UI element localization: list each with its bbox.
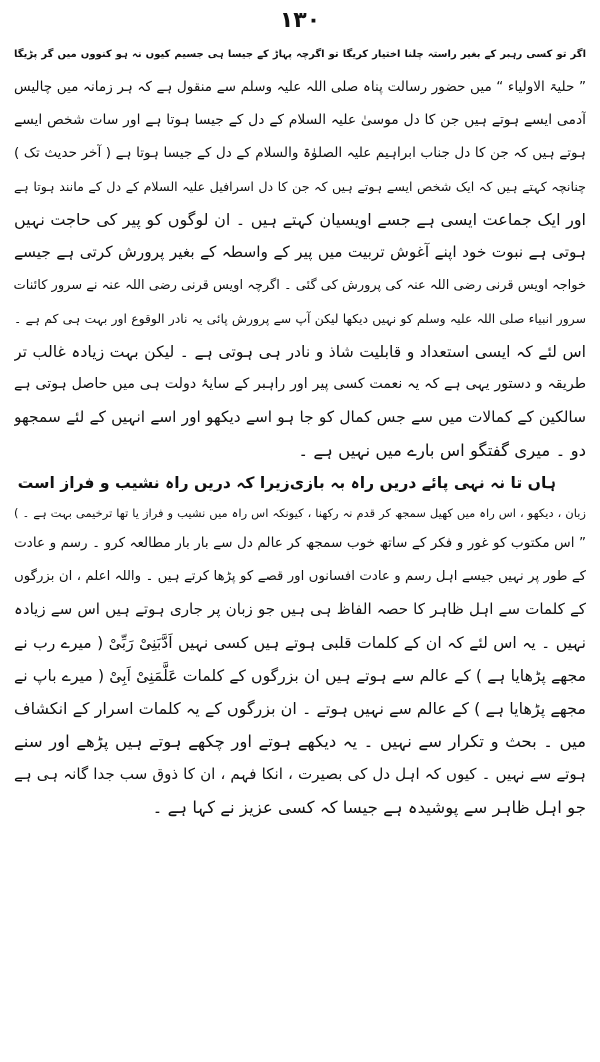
text-line: کے کلمات سے اہل ظاہر کا حصہ الفاظ ہی ہیں جو زبان پر جاری ہوتے ہیں اس سے زیادہ	[14, 600, 586, 618]
text-line: جو اہل ظاہر سے پوشیدہ ہے جیسا کہ کسی عزیز نے کہا ہے ۔	[152, 798, 586, 817]
verse-left-hemistich: زیرا کہ دریں راہ نشیب و فراز است	[17, 474, 290, 492]
text-line: میں ۔ بحث و تکرار سے نہیں ۔ یہ دیکھے ہوتے اور چکھے ہوتے ہیں پڑھے اور سنے	[14, 732, 586, 751]
text-line: اگر تو کسی رہبر کے بغیر راستہ چلنا اختیار کریگا تو اگرچہ پہاڑ کے جیسا ہی جسیم کیوں نہ ہو کنووں میں گر پڑیگا	[14, 49, 586, 60]
text-line: ” اس مکتوب کو غور و فکر کے ساتھ خوب سمجھ کر عالم دل سے بار بار مطالعہ کرو ۔ رسم و عادت	[14, 535, 586, 551]
persian-verse	[14, 467, 586, 500]
text-line: خواجہ اویس قرنی رضی اللہ عنہ کی پرورش کی گئی ۔ اگرچہ اویس قرنی رضی اللہ عنہ نے سرور کائنات	[14, 278, 586, 293]
text-line: کے طور پر نہیں جیسے اہل رسم و عادت افسانوں اور قصے کو پڑھا کرتے ہیں ۔ واللہ اعلم ، ان بزرگوں	[14, 569, 586, 584]
page-number: ۱۳۰	[279, 8, 321, 33]
text-line: مجھے پڑھایا ہے ) کے عالم سے نہیں ہوتے ۔ ان بزرگوں کے یہ کلمات اسرار کے انکشاف	[14, 699, 586, 718]
text-line: ہوتے ہیں کہ جن کا دل جناب ابراہیم علیہ الصلوٰۃ والسلام کے دل کے جیسا ہوتا ہے ( آخر حدیث تک )	[14, 145, 586, 161]
paragraph-2	[14, 527, 586, 824]
text-line: چنانچہ کہتے ہیں کہ ایک شخص ایسے ہوتے ہیں کہ جن کا دل اسرافیل علیہ السلام کے دل کے مانند ہوتا ہے	[14, 179, 586, 194]
text-line: طریقہ و دستور یہی ہے کہ یہ نعمت کسی پیر اور راہبر کے سایۂ دولت ہی میں حاصل ہوتی ہے	[14, 376, 586, 392]
text-line: ” حلیۃ الاولیاء “ میں حضور رسالت پناہ صلی اللہ علیہ وسلم سے منقول ہے کہ ہر زمانہ میں چالیس	[14, 79, 586, 95]
text-line: ہوتے سے نہیں ۔ کیوں کہ اہل دل کی بصیرت ، انکا فہم ، ان کا ذوق سب جدا گانہ ہی ہے	[14, 765, 586, 783]
text-line: مجھے پڑھایا ہے ) کے عالم سے ہوتے ہیں ان بزرگوں کے کلمات عَلَّمَنِیْ اَبِیْ ( میرے باپ نے	[14, 666, 586, 685]
text-line: نہیں ۔ یہ اس لئے کہ ان کے کلمات قلبی ہوتے ہیں کسی نہیں اَدَّبَنِیْ رَبِّیْ ( میرے رب نے	[14, 633, 586, 652]
translation-line: زبان ، دیکھو ، اس راہ میں کھیل سمجھ کر قدم نہ رکھنا ، کیونکہ اس راہ میں نشیب و فراز یا تھا ترخیمی بہت ہے ۔ )	[14, 506, 586, 520]
text-line: سالکین کے کمالات میں سے جس کمال کو جا ہو اسے دیکھو اور اسے انہیں کے لئے سمجھو	[14, 408, 586, 426]
paragraph-1	[14, 38, 586, 467]
text-line: ہوتی ہے نبوت خود اپنے آغوش تربیت میں پیر کے واسطہ کے بغیر پرورش کرتی ہے جیسے	[14, 243, 586, 261]
text-line: آدمی ایسے ہوتے ہیں جن کا دل موسیٰ علیہ السلام کے دل کے جیسا ہوتا ہے اور سات شخص ایسے	[14, 112, 586, 128]
text-line: دو ۔ میری گفتگو اس بارے میں نہیں ہے ۔	[298, 441, 586, 460]
verse-right-hemistich: ہاں تا نہ نہی پائے دریں راہ بہ بازی	[289, 474, 556, 492]
verse-translation	[14, 500, 586, 527]
text-line: سرور انبیاء صلی اللہ علیہ وسلم کو نہیں دیکھا لیکن آپ سے پرورش پائی یہ نادر الوقوع اور بہت ہی کم ہے ۔	[14, 311, 586, 326]
text-line: اور ایک جماعت ایسی ہے جسے اویسیان کہتے ہیں ۔ ان لوگوں کو پیر کی حاجت نہیں	[14, 210, 586, 229]
text-line: اس لئے کہ ایسی استعداد و قابلیت شاذ و نادر ہی ہوتی ہے ۔ لیکن بہت زیادہ غالب تر	[14, 342, 586, 361]
